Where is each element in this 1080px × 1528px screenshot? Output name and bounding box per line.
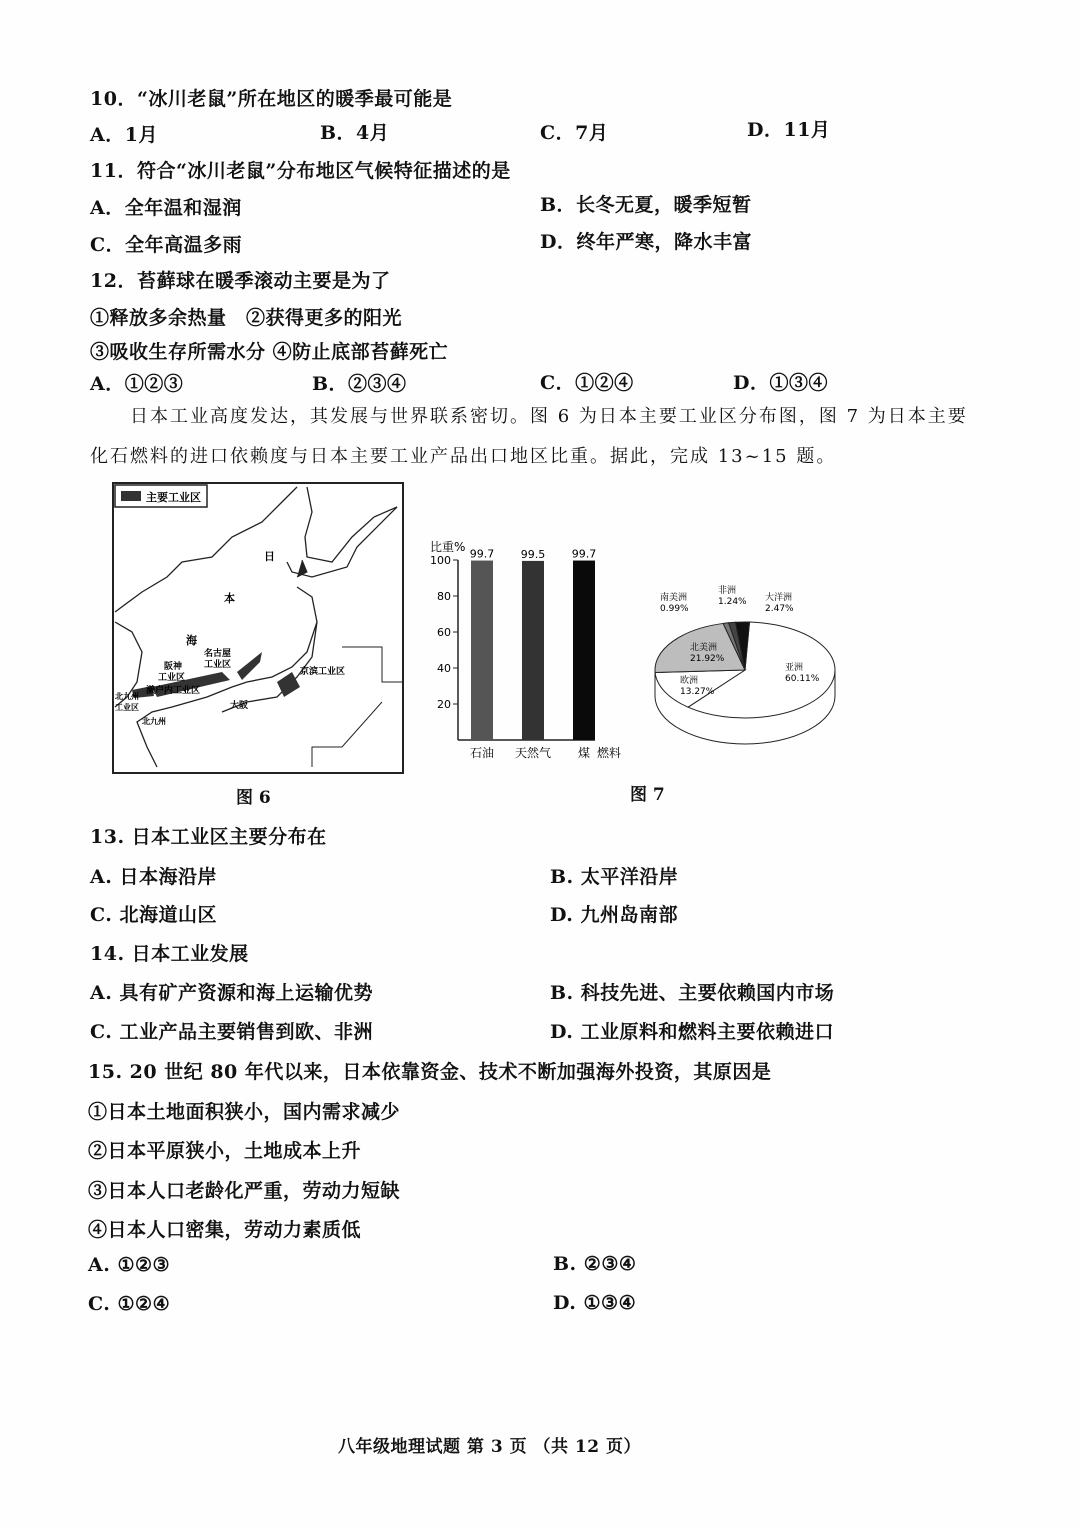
q12-item-line-2: ③吸收生存所需水分 ④防止底部苔藓死亡 (90, 341, 449, 363)
q10-option-c: C．7月 (540, 122, 609, 144)
label-nagoya-zone: 工业区 (204, 660, 232, 670)
pie-slice-label: 0.99% (660, 604, 689, 614)
bar-value-label: 99.7 (571, 547, 597, 561)
legend-label: 主要工业区 (146, 491, 201, 504)
bar-天然气 (522, 561, 544, 740)
japan-industrial-map (112, 482, 404, 774)
q15-option-d: D. ①③④ (553, 1292, 637, 1314)
bar-value-label: 99.7 (469, 547, 495, 561)
q13-option-c: C. 北海道山区 (90, 904, 218, 926)
label-osaka: 大阪 (230, 701, 249, 711)
pie-slice-name: 南美洲 (660, 593, 688, 603)
pie-slice-label: 21.92% (690, 654, 725, 664)
q10-option-a: A．1月 (90, 124, 158, 146)
q13-option-b: B. 太平洋沿岸 (550, 866, 679, 888)
q14-option-d: D. 工业原料和燃料主要依赖进口 (550, 1021, 835, 1043)
pie-slice-name: 非洲 (718, 586, 737, 596)
pie-slice-name: 大洋洲 (765, 593, 793, 603)
question-11-stem: 11．符合“冰川老鼠”分布地区气候特征描述的是 (90, 160, 511, 182)
q13-option-a: A. 日本海沿岸 (90, 866, 217, 888)
q10-option-d: D．11月 (747, 119, 831, 141)
q15-item-4: ④日本人口密集，劳动力素质低 (88, 1219, 362, 1241)
question-15-stem: 15. 20 世纪 80 年代以来，日本依靠资金、技术不断加强海外投资，其原因是 (88, 1061, 772, 1083)
q14-option-c: C. 工业产品主要销售到欧、非洲 (90, 1021, 374, 1043)
q15-item-3: ③日本人口老龄化严重，劳动力短缺 (88, 1180, 401, 1202)
q12-option-d: D．①③④ (733, 372, 828, 394)
q11-option-d: D．终年严寒，降水丰富 (540, 231, 752, 253)
q12-option-a: A．①②③ (90, 373, 184, 395)
bar-category-label: 天然气 (514, 746, 552, 760)
pie-slice-label: 60.11% (785, 674, 820, 684)
question-13-stem: 13. 日本工业区主要分布在 (90, 826, 327, 848)
figure-6-caption: 图 6 (236, 788, 271, 808)
q12-option-c: C．①②④ (540, 372, 634, 394)
q15-option-b: B. ②③④ (553, 1253, 637, 1275)
bar-value-label: 99.5 (520, 547, 546, 561)
label-hanshin: 阪神 (164, 662, 183, 672)
passage-line-1: 日本工业高度发达，其发展与世界联系密切。图 6 为日本主要工业区分布图，图 7 为日本主要 (130, 406, 968, 427)
q12-item-line-1: ①释放多余热量 ②获得更多的阳光 (90, 307, 403, 329)
bar-y-tick-label: 60 (437, 626, 451, 639)
q14-option-a: A. 具有矿产资源和海上运输优势 (90, 982, 373, 1004)
q11-option-c: C．全年高温多雨 (90, 234, 243, 256)
q10-option-b: B．4月 (320, 122, 390, 144)
label-setouchi: 濑户内工业区 (146, 686, 201, 696)
bar-y-tick-label: 20 (437, 698, 451, 711)
page-footer: 八年级地理试题 第 3 页 （共 12 页） (338, 1437, 641, 1457)
q15-item-2: ②日本平原狭小，土地成本上升 (88, 1140, 362, 1162)
fuel-import-bar-chart (425, 535, 650, 767)
bar-y-tick-label: 80 (437, 590, 451, 603)
bar-y-axis-label: 比重% (430, 540, 466, 554)
q15-option-a: A. ①②③ (88, 1254, 171, 1276)
label-kitakyushu-zone: 工业区 (115, 703, 139, 712)
label-kitakyushu-city: 北九州 (142, 717, 166, 726)
q15-item-1: ①日本土地面积狭小，国内需求减少 (88, 1101, 401, 1123)
pie-slice-label: 13.27% (680, 687, 715, 697)
q13-option-d: D. 九州岛南部 (550, 904, 679, 926)
label-kitakyushu: 北九州 (115, 692, 139, 701)
pie-slice-name: 亚洲 (785, 663, 804, 673)
q11-option-b: B．长冬无夏，暖季短暂 (540, 194, 752, 216)
bar-煤 (573, 561, 595, 740)
q11-option-a: A．全年温和湿润 (90, 197, 242, 219)
label-nagoya: 名古屋 (204, 649, 232, 659)
pie-slice-label: 2.47% (765, 604, 794, 614)
label-keihin: 京滨工业区 (300, 667, 346, 677)
passage-line-2: 化石燃料的进口依赖度与日本主要工业产品出口地区比重。据此，完成 13~15 题。 (90, 446, 837, 467)
sea-label-hai: 海 (186, 634, 197, 647)
export-region-pie-chart (650, 575, 850, 755)
pie-slice-name: 欧洲 (680, 676, 699, 686)
bar-category-label: 煤 (577, 746, 591, 760)
question-10-stem: 10．“冰川老鼠”所在地区的暖季最可能是 (90, 88, 453, 110)
bar-x-axis-label: 燃料 (597, 746, 622, 760)
bar-category-label: 石油 (469, 746, 495, 760)
pie-slice-name: 北美洲 (690, 643, 718, 653)
figure-7-caption: 图 7 (630, 785, 665, 805)
bar-石油 (471, 561, 493, 740)
q14-option-b: B. 科技先进、主要依赖国内市场 (550, 982, 835, 1004)
q12-option-b: B．②③④ (312, 373, 407, 395)
bar-y-tick-label: 40 (437, 662, 451, 675)
pie-slice-label: 1.24% (718, 597, 747, 607)
question-12-stem: 12．苔藓球在暖季滚动主要是为了 (90, 270, 391, 292)
bar-y-tick-label: 100 (430, 554, 451, 567)
legend-swatch (121, 491, 141, 501)
question-14-stem: 14. 日本工业发展 (90, 943, 249, 965)
sea-label-ben: 本 (224, 592, 235, 605)
q15-option-c: C. ①②④ (88, 1293, 171, 1315)
label-hanshin-zone: 工业区 (158, 673, 186, 683)
sea-label-ri: 日 (264, 550, 275, 563)
